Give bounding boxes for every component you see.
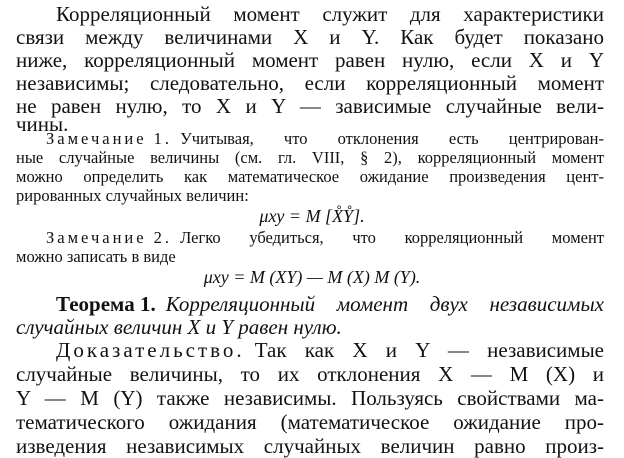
remark-2-line-2: можно записать в виде — [16, 247, 176, 266]
proof-line-2: случайные величины, то их отклонения X — M (X) и — [16, 362, 604, 386]
remark-1-label: Замечание 1. — [46, 129, 173, 148]
remark-2-line-1: Замечание 2. Легко убедиться, что корреляционный момент — [46, 228, 604, 247]
paragraph-1-line-4: независимы; следовательно, если корреляционный момент — [16, 71, 604, 95]
remark-1-line-4: рированных случайных величин: — [16, 186, 249, 205]
proof-line-3: Y — M (Y) также независимы. Пользуясь свойствами ма- — [16, 386, 604, 410]
paragraph-1-line-1: Корреляционный момент служит для характеристики — [56, 2, 604, 26]
proof-line-5: изведения независимых случайных величин равно произ- — [16, 434, 604, 458]
remark-2-label: Замечание 2. — [46, 228, 173, 247]
remark-1-line-2: ные случайные величины (см. гл. VIII, § 2), корреляционный момент — [16, 148, 604, 167]
theorem-line-1: Теорема 1. Корреляционный момент двух независимых — [56, 292, 604, 316]
remark-1-line-1: Замечание 1. Учитывая, что отклонения есть центрирован- — [46, 129, 604, 148]
paragraph-1-line-3: ниже, корреляционный момент равен нулю, если X и Y — [16, 48, 604, 72]
paragraph-1-line-6: чины. — [16, 112, 69, 136]
proof-line-1: Доказательство. Так как X и Y — независимые — [56, 338, 604, 362]
proof-label: Доказательство. — [56, 338, 245, 362]
theorem-label: Теорема 1. — [56, 292, 156, 316]
paragraph-1-line-2: связи между величинами X и Y. Как будет показано — [16, 25, 604, 49]
proof-line-4: тематического ожидания (математическое ожидание про- — [16, 410, 604, 434]
theorem-line-2: случайных величин X и Y равен нулю. — [16, 315, 342, 339]
paragraph-1-line-5: не равен нулю, то X и Y — зависимые случайные вели- — [16, 94, 604, 118]
remark-2-formula: μxy = M (XY) — M (X) M (Y). — [203, 267, 421, 287]
remark-1-formula: μxy = M [X̊Y̊]. — [259, 206, 365, 226]
remark-1-line-3: можно определить как математическое ожидание произведения цент- — [16, 167, 604, 186]
